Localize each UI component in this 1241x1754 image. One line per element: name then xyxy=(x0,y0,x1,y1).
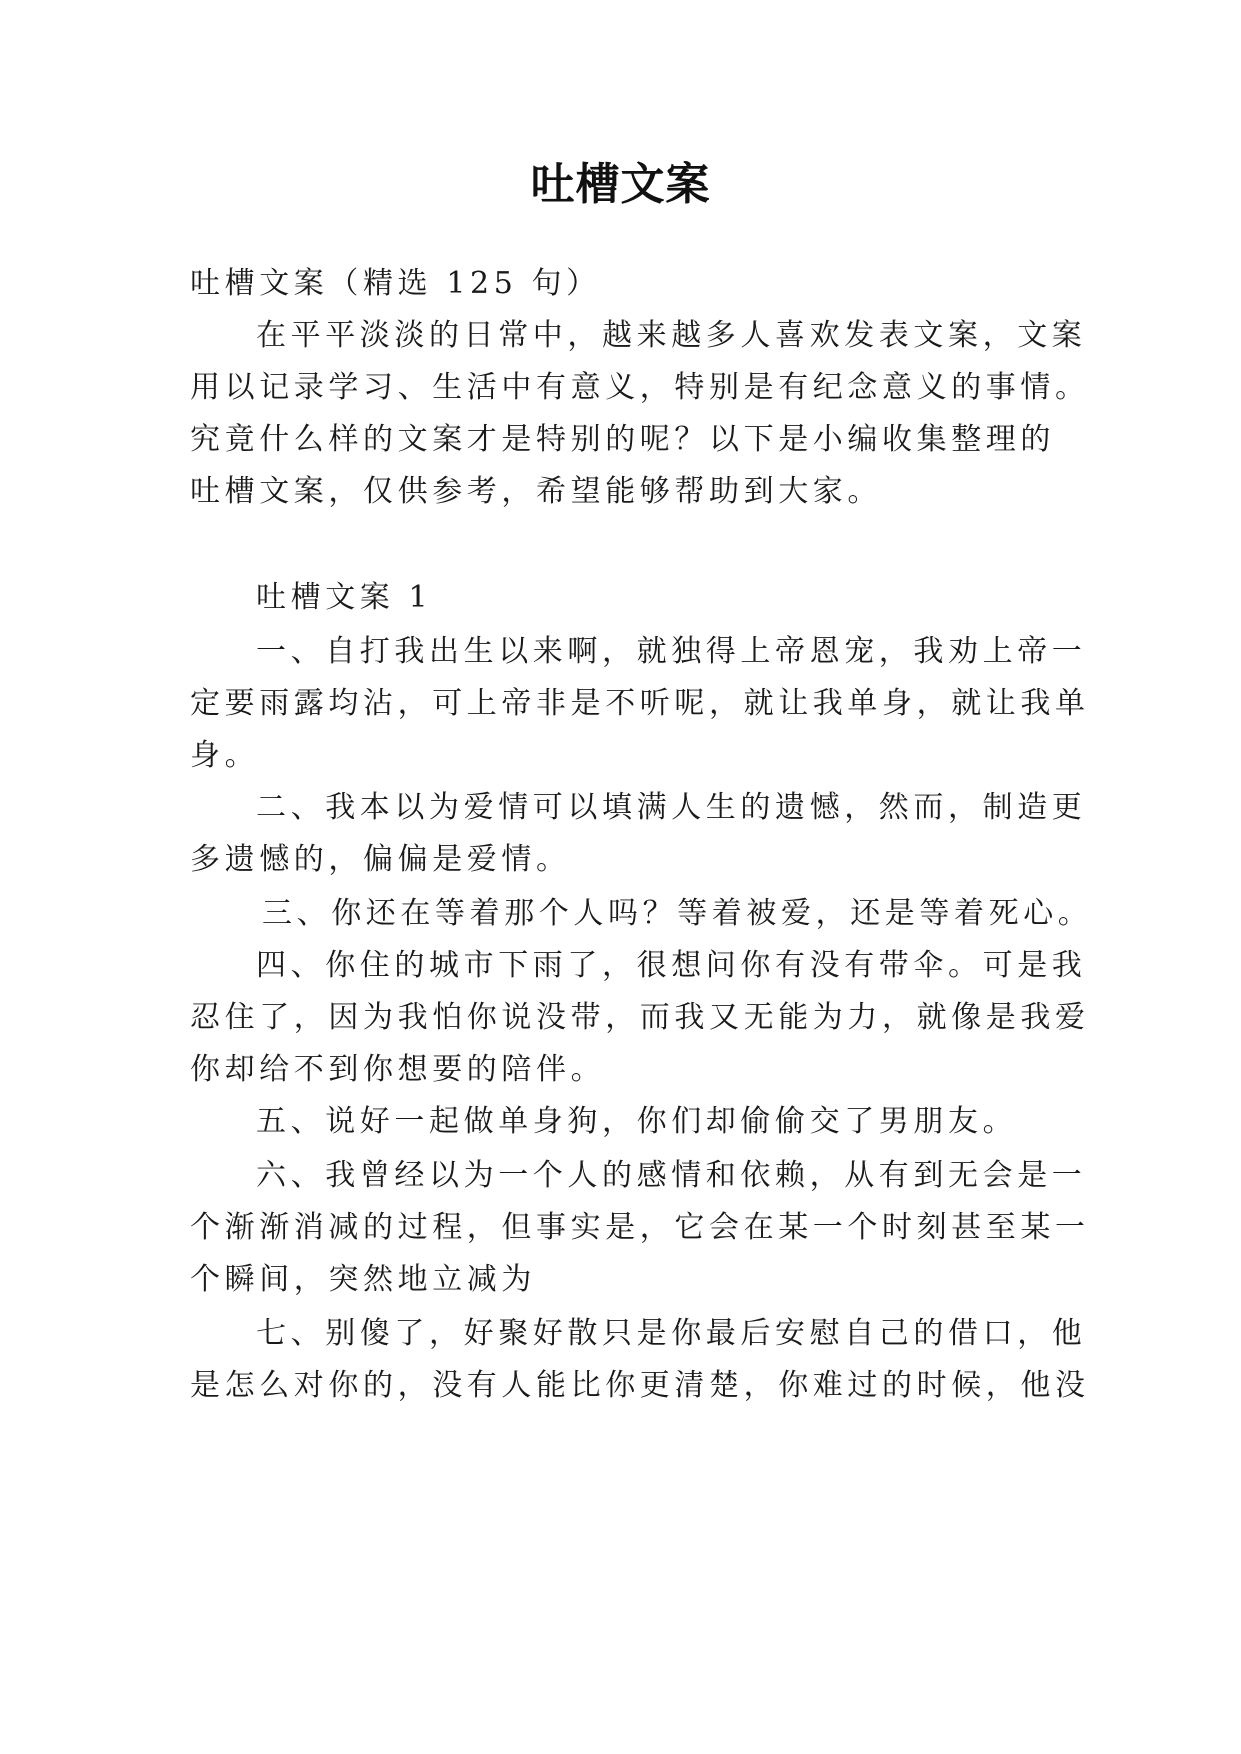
body-line: 个渐渐消减的过程，但事实是，它会在某一个时刻甚至某一 xyxy=(190,1210,1090,1245)
document-subtitle: 吐槽文案（精选 125 句） xyxy=(190,266,601,301)
body-line: 个瞬间，突然地立减为 xyxy=(190,1262,536,1297)
intro-line: 在平平淡淡的日常中，越来越多人喜欢发表文案，文案 xyxy=(256,318,1087,353)
body-line: 身。 xyxy=(190,738,260,773)
body-line: 三、你还在等着那个人吗？等着被爱，还是等着死心。 xyxy=(262,896,1093,931)
body-line: 二、我本以为爱情可以填满人生的遗憾，然而，制造更 xyxy=(256,790,1087,825)
body-line: 你却给不到你想要的陪伴。 xyxy=(190,1052,606,1087)
body-line: 五、说好一起做单身狗，你们却偷偷交了男朋友。 xyxy=(256,1104,1018,1139)
body-line: 定要雨露均沾，可上帝非是不听呢，就让我单身，就让我单 xyxy=(190,686,1090,721)
intro-line: 究竟什么样的文案才是特别的呢？以下是小编收集整理的 xyxy=(190,422,1055,457)
body-line: 六、我曾经以为一个人的感情和依赖，从有到无会是一 xyxy=(256,1158,1087,1193)
intro-line: 用以记录学习、生活中有意义，特别是有纪念意义的事情。 xyxy=(190,370,1090,405)
section-heading: 吐槽文案 1 xyxy=(256,580,433,615)
body-line: 是怎么对你的，没有人能比你更清楚，你难过的时候，他没 xyxy=(190,1368,1090,1403)
intro-line: 吐槽文案，仅供参考，希望能够帮助到大家。 xyxy=(190,474,882,509)
body-line: 一、自打我出生以来啊，就独得上帝恩宠，我劝上帝一 xyxy=(256,634,1087,669)
body-line: 四、你住的城市下雨了，很想问你有没有带伞。可是我 xyxy=(256,948,1087,983)
body-line: 忍住了，因为我怕你说没带，而我又无能为力，就像是我爱 xyxy=(190,1000,1090,1035)
document-title: 吐槽文案 xyxy=(530,159,711,210)
body-line: 七、别傻了，好聚好散只是你最后安慰自己的借口，他 xyxy=(256,1316,1087,1351)
body-line: 多遗憾的，偏偏是爱情。 xyxy=(190,842,571,877)
